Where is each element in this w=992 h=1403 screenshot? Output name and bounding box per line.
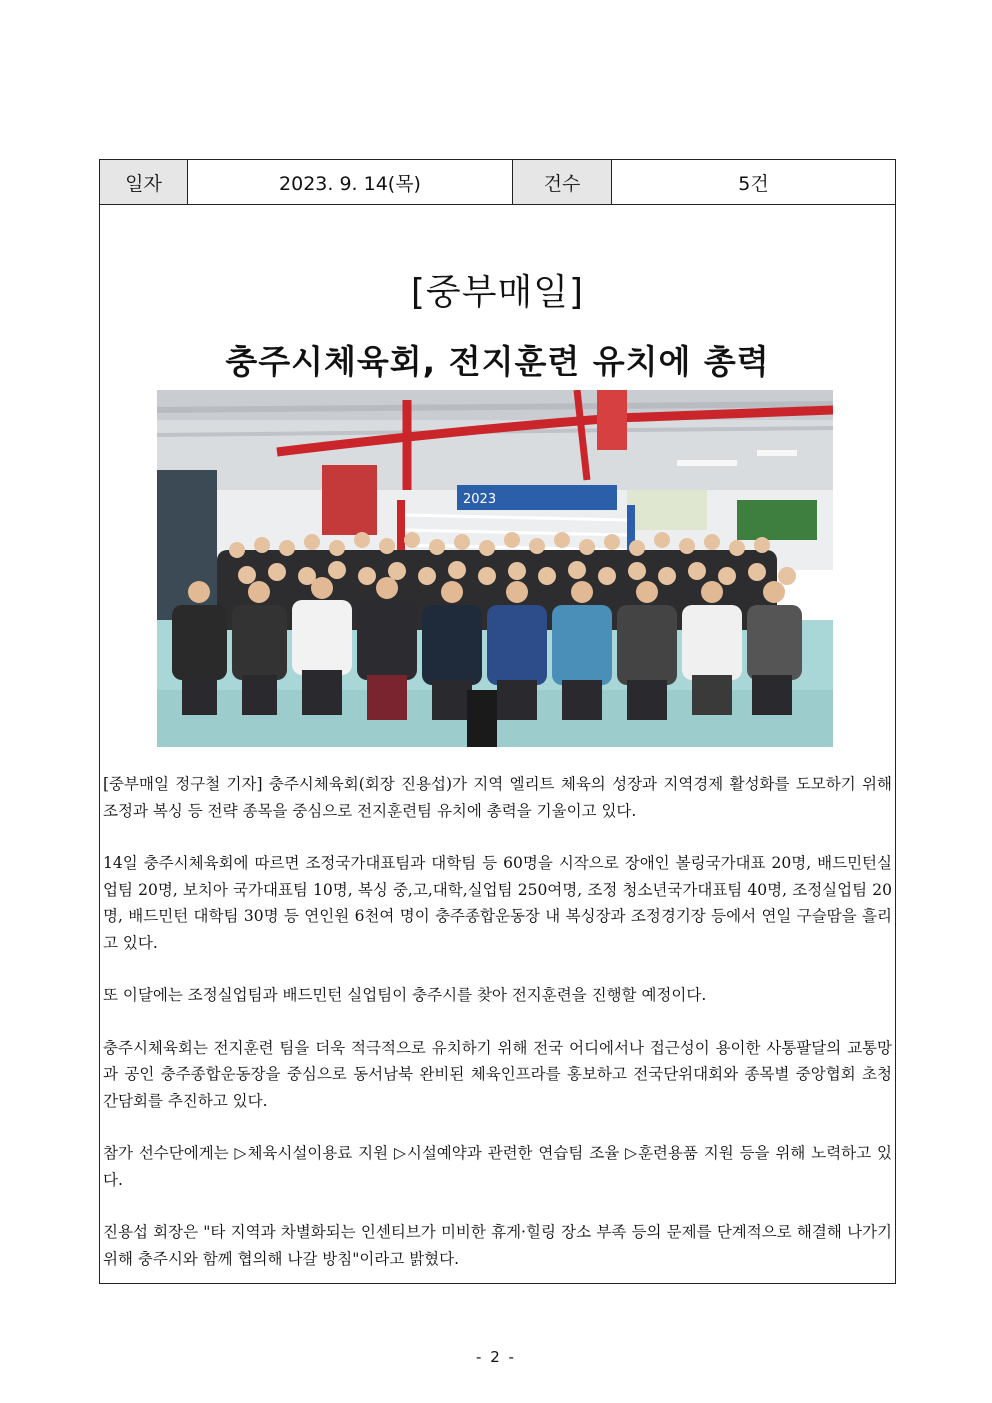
report-frame [99,159,896,1284]
date-value: 2023. 9. 14(목) [188,160,513,204]
article-photo [157,390,833,747]
article-paragraph-1: [중부매일 정구철 기자] 충주시체육회(회장 진용섭)가 지역 엘리트 체육의 성장과 지역경제 활성화를 도모하기 위해 조정과 복싱 등 전략 종목을 중심으로 전지훈련팀 유치에 총력을 기울이고 있다. [103,775,892,820]
photo-banner-text: 2023 [463,492,497,507]
news-source: [중부매일] [410,272,585,313]
group-photo-illustration [157,390,833,747]
article-paragraph-3: 또 이달에는 조정실업팀과 배드민턴 실업팀이 충주시를 찾아 전지훈련을 진행할 예정이다. [103,986,707,1004]
count-label: 건수 [513,160,612,204]
article-paragraph-2: 14일 충주시체육회에 따르면 조정국가대표팀과 대학팀 등 60명을 시작으로 장애인 볼링국가대표 20명, 배드민턴실업팀 20명, 보치아 국가대표팀 10명, 복싱 중,고,대학,실업팀 250여명, 조정 청소년국가대표팀 40명, 조정실업팀 20명, 배드민턴 대학팀 30명 등 연인원 6천여 명이 충주종합운동장 내 복싱장과 조정경기장 등에서 연일 구슬땀을 흘리고 있다. [103,854,892,952]
article-paragraph-6: 진용섭 회장은 "타 지역과 차별화되는 인센티브가 미비한 휴게·힐링 장소 부족 등의 문제를 단계적으로 해결해 나가기 위해 충주시와 함께 협의해 나갈 방침"이라고 밝혔다. [103,1223,892,1268]
date-label: 일자 [100,160,188,204]
headline: 충주시체육회, 전지훈련 유치에 총력 [225,342,770,381]
count-value: 5건 [738,172,769,195]
article-body [103,771,892,1298]
article-paragraph-4: 충주시체육회는 전지훈련 팀을 더욱 적극적으로 유치하기 위해 전국 어디에서나 접근성이 용이한 사통팔달의 교통망과 공인 충주종합운동장을 중심으로 동서남북 완비된 체육인프라를 홍보하고 전국단위대회와 종목별 중앙협회 초청 간담회를 추진하고 있다. [103,1038,892,1110]
info-header-row [100,160,895,205]
page-number: - 2 - [476,1348,516,1366]
article-paragraph-5: 참가 선수단에게는 ▷체육시설이용료 지원 ▷시설예약과 관련한 연습팀 조율 ▷훈련용품 지원 등을 위해 노력하고 있다. [103,1144,892,1189]
